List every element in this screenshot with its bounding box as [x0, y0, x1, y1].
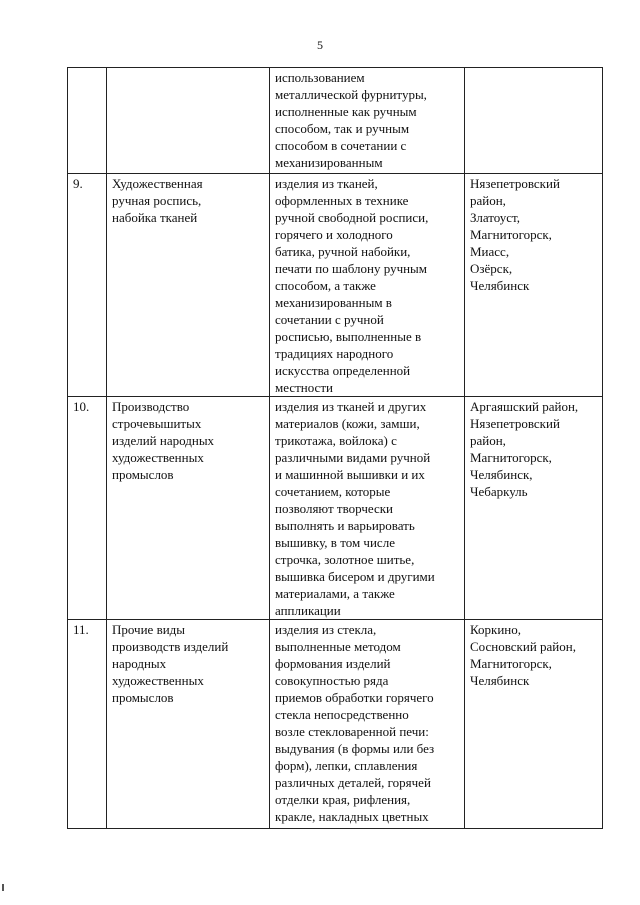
row-number-cell [68, 68, 107, 174]
places-cell [465, 68, 603, 174]
description-cell: изделия из тканей и других материалов (кожи, замши, трикотажа, войлока) с различными видами ручной и машинной вышивки и их сочетанием, которые позволяют творчески выполнять и варьировать вышивку, в том числе строчка, золотное шитье, вышивка бисером и другими материалами, а также аппликации [270, 397, 465, 620]
row-number-cell: 10. [68, 397, 107, 620]
craft-name-cell: Художественная ручная роспись, набойка тканей [107, 174, 270, 397]
row-number-cell: 9. [68, 174, 107, 397]
description-cell: изделия из тканей, оформленных в технике ручной свободной росписи, горячего и холодного батика, ручной набойки, печати по шаблону ручным способом, а также механизированным в сочетании с ручной росписью, выполненные в традициях народного искусства определенной местности [270, 174, 465, 397]
scan-mark [2, 884, 4, 891]
craft-name-cell [107, 68, 270, 174]
places-cell: Нязепетровский район, Златоуст, Магнитогорск, Миасс, Озёрск, Челябинск [465, 174, 603, 397]
page-number: 5 [317, 38, 323, 52]
table-row [68, 68, 603, 174]
places-cell: Аргаяшский район, Нязепетровский район, Магнитогорск, Челябинск, Чебаркуль [465, 397, 603, 620]
row-number-cell: 11. [68, 620, 107, 829]
table-row [68, 397, 603, 620]
description-cell: изделия из стекла, выполненные методом формования изделий совокупностью ряда приемов обработки горячего стекла непосредственно возле стекловаренной печи: выдувания (в формы или без форм), лепки, сплавления различных деталей, горячей отделки края, рифления, кракле, накладных цветных [270, 620, 465, 829]
crafts-table [67, 67, 603, 829]
table-row [68, 620, 603, 829]
places-cell: Коркино, Сосновский район, Магнитогорск, Челябинск [465, 620, 603, 829]
description-cell: использованием металлической фурнитуры, исполненные как ручным способом, так и ручным способом в сочетании с механизированным [270, 68, 465, 174]
table-row [68, 174, 603, 397]
craft-name-cell: Прочие виды производств изделий народных художественных промыслов [107, 620, 270, 829]
craft-name-cell: Производство строчевышитых изделий народных художественных промыслов [107, 397, 270, 620]
